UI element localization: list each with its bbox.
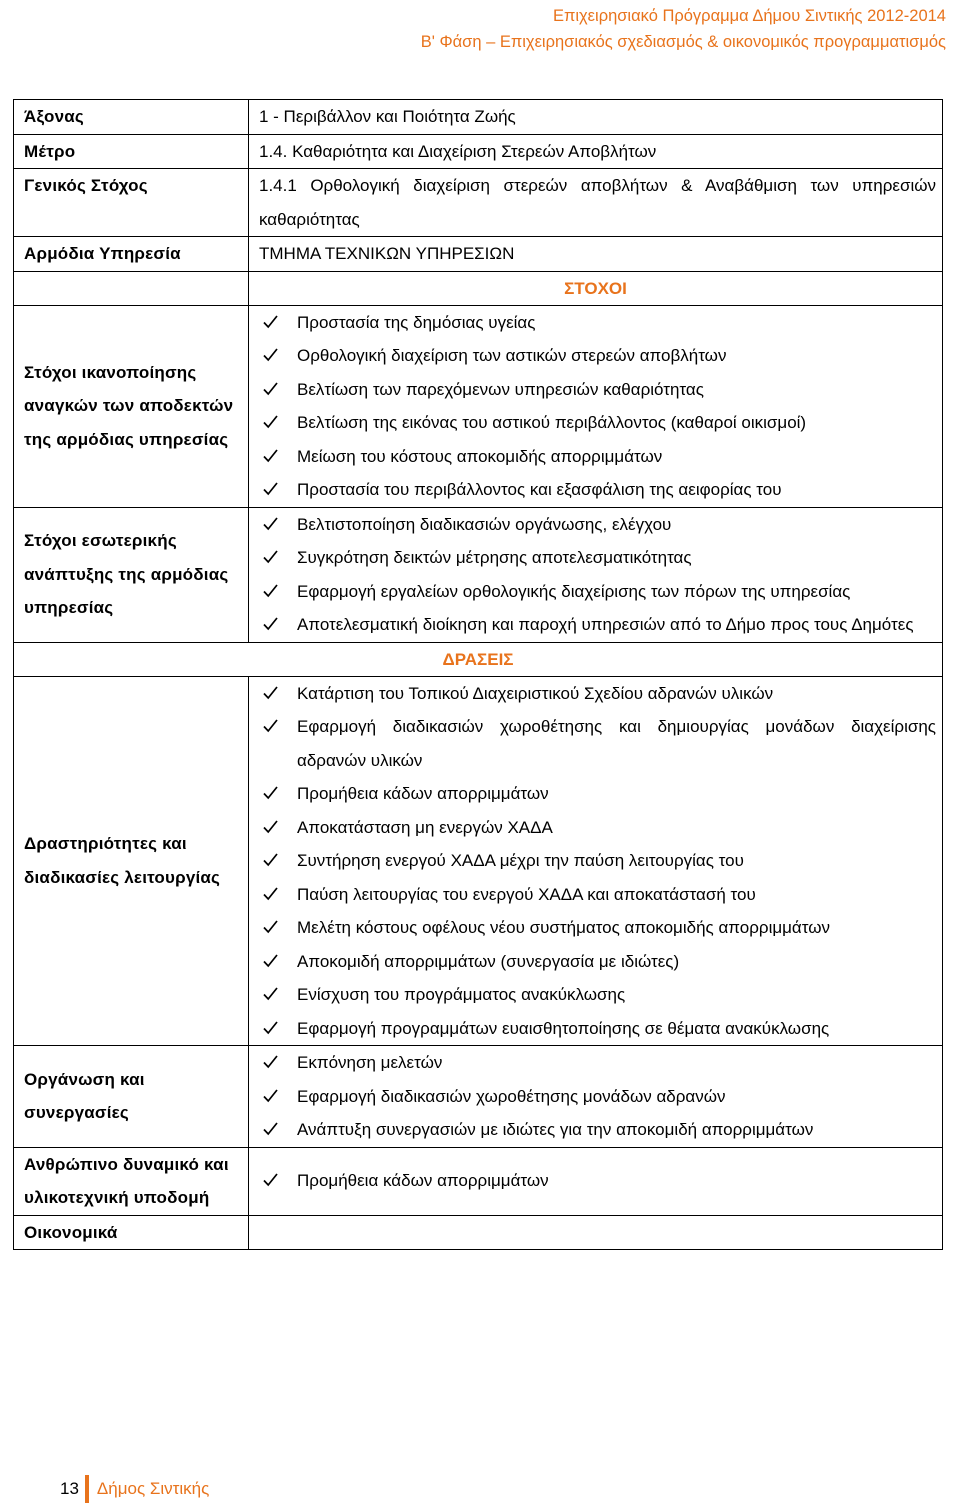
- measure-value: 1.4. Καθαριότητα και Διαχείριση Στερεών Αποβλήτων: [249, 134, 943, 169]
- list-item: [259, 440, 936, 474]
- checkmark-icon: [263, 878, 279, 901]
- checkmark-icon: [263, 608, 279, 631]
- axis-row: [14, 100, 943, 135]
- checkmark-icon: [263, 440, 279, 463]
- list-item: [259, 677, 936, 711]
- list-item-text: Εφαρμογή διαδικασιών χωροθέτησης μονάδων αδρανών: [297, 1086, 726, 1106]
- list-item-text: Προμήθεια κάδων απορριμμάτων: [297, 1171, 549, 1191]
- list-item: [259, 844, 936, 878]
- list-item: [259, 911, 936, 945]
- goals-heading: ΣΤΟΧΟΙ: [249, 271, 943, 305]
- service-label: Αρμόδια Υπηρεσία: [14, 237, 249, 272]
- list-item: [259, 575, 936, 609]
- list-item-text: Προμήθεια κάδων απορριμμάτων: [297, 784, 549, 803]
- header-subtitle: Β' Φάση – Επιχειρησιακός σχεδιασμός & οικονομικός προγραμματισμός: [420, 33, 946, 51]
- checkmark-icon: [263, 1080, 279, 1103]
- hr-label: Ανθρώπινο δυναμικό και υλικοτεχνική υποδομή: [14, 1147, 249, 1215]
- list-item-text: Εφαρμογή εργαλείων ορθολογικής διαχείρισης των πόρων της υπηρεσίας: [297, 581, 851, 601]
- list-item: [259, 1080, 936, 1114]
- list-item-text: Συντήρηση ενεργού ΧΑΔΑ μέχρι την παύση λειτουργίας του: [297, 851, 744, 870]
- list-item-text: Κατάρτιση του Τοπικού Διαχειριστικού Σχεδίου αδρανών υλικών: [297, 683, 774, 703]
- list-item-text: Αποκατάσταση μη ενεργών ΧΑΔΑ: [297, 817, 553, 837]
- internal-goals-row: [14, 507, 943, 642]
- checkmark-icon: [263, 406, 279, 429]
- checkmark-icon: [263, 1164, 279, 1187]
- hr-list: [259, 1164, 936, 1198]
- actions-heading-row: [14, 642, 943, 676]
- list-item: [259, 1164, 936, 1198]
- checkmark-icon: [263, 777, 279, 800]
- list-item: [259, 473, 936, 507]
- checkmark-icon: [263, 844, 279, 867]
- checkmark-icon: [263, 710, 279, 733]
- list-item-text: Ενίσχυση του προγράμματος ανακύκλωσης: [297, 985, 626, 1004]
- satisfaction-goals-label: Στόχοι ικανοποίησης αναγκών των αποδεκτών της αρμόδιας υπηρεσίας: [14, 305, 249, 507]
- list-item-text: Προστασία του περιβάλλοντος και εξασφάλιση της αειφορίας του: [297, 480, 782, 499]
- checkmark-icon: [263, 339, 279, 362]
- cooperation-row: [14, 1046, 943, 1148]
- list-item-text: Εφαρμογή διαδικασιών χωροθέτησης και δημιουργίας μονάδων διαχείρισης αδρανών υλικών: [297, 717, 936, 770]
- list-item: [259, 306, 936, 340]
- axis-label: Άξονας: [14, 100, 249, 135]
- list-item: [259, 373, 936, 407]
- satisfaction-goals-cell: [249, 305, 943, 507]
- list-item-text: Μελέτη κόστους οφέλους νέου συστήματος αποκομιδής απορριμμάτων: [297, 918, 831, 937]
- list-item-text: Αποτελεσματική διοίκηση και παροχή υπηρεσιών από το Δήμο προς τους Δημότες: [297, 615, 914, 634]
- page-footer: [60, 1474, 209, 1504]
- checkmark-icon: [263, 677, 279, 700]
- goal-label: Γενικός Στόχος: [14, 169, 249, 237]
- checkmark-icon: [263, 1046, 279, 1069]
- list-item-text: Προστασία της δημόσιας υγείας: [297, 312, 536, 332]
- list-item: [259, 878, 936, 912]
- checkmark-icon: [263, 945, 279, 968]
- cooperation-list: [259, 1046, 936, 1147]
- list-item-text: Παύση λειτουργίας του ενεργού ΧΑΔΑ και αποκατάστασή του: [297, 884, 756, 904]
- service-row: [14, 237, 943, 272]
- list-item: [259, 406, 936, 440]
- goal-row: [14, 169, 943, 237]
- finance-row: [14, 1215, 943, 1250]
- hr-cell: [249, 1147, 943, 1215]
- actions-heading: ΔΡΑΣΕΙΣ: [14, 642, 943, 676]
- satisfaction-goals-list: [259, 306, 936, 507]
- empty-cell: [14, 271, 249, 305]
- checkmark-icon: [263, 373, 279, 396]
- internal-goals-cell: [249, 507, 943, 642]
- checkmark-icon: [263, 541, 279, 564]
- checkmark-icon: [263, 811, 279, 834]
- goals-heading-row: [14, 271, 943, 305]
- list-item-text: Ανάπτυξη συνεργασιών με ιδιώτες για την αποκομιδή απορριμμάτων: [297, 1120, 814, 1139]
- cooperation-cell: [249, 1046, 943, 1148]
- list-item-text: Αποκομιδή απορριμμάτων (συνεργασία με ιδιώτες): [297, 951, 680, 971]
- internal-goals-list: [259, 508, 936, 642]
- cooperation-label: Οργάνωση και συνεργασίες: [14, 1046, 249, 1148]
- checkmark-icon: [263, 473, 279, 496]
- checkmark-icon: [263, 306, 279, 329]
- activities-label: Δραστηριότητες και διαδικασίες λειτουργίας: [14, 676, 249, 1046]
- checkmark-icon: [263, 1012, 279, 1035]
- list-item-text: Ορθολογική διαχείριση των αστικών στερεών αποβλήτων: [297, 346, 727, 365]
- list-item: [259, 945, 936, 979]
- checkmark-icon: [263, 575, 279, 598]
- footer-municipality: Δήμος Σιντικής: [96, 1479, 210, 1498]
- checkmark-icon: [263, 911, 279, 934]
- service-value: ΤΜΗΜΑ ΤΕΧΝΙΚΩΝ ΥΠΗΡΕΣΙΩΝ: [249, 237, 943, 272]
- finance-cell: [249, 1215, 943, 1250]
- list-item: [259, 1012, 936, 1046]
- page-number: 13: [60, 1479, 79, 1498]
- list-item-text: Βελτιστοποίηση διαδικασιών οργάνωσης, ελέγχου: [297, 514, 672, 534]
- checkmark-icon: [263, 978, 279, 1001]
- list-item: [259, 1046, 936, 1080]
- list-item-text: Μείωση του κόστους αποκομιδής απορριμμάτων: [297, 446, 663, 466]
- internal-goals-label: Στόχοι εσωτερικής ανάπτυξης της αρμόδιας υπηρεσίας: [14, 507, 249, 642]
- plan-table: [13, 99, 943, 1250]
- finance-label: Οικονομικά: [14, 1215, 249, 1250]
- list-item: [259, 541, 936, 575]
- list-item-text: Εκπόνηση μελετών: [297, 1053, 443, 1072]
- satisfaction-goals-row: [14, 305, 943, 507]
- list-item-text: Βελτίωση της εικόνας του αστικού περιβάλλοντος (καθαροί οικισμοί): [297, 413, 807, 432]
- checkmark-icon: [263, 1113, 279, 1136]
- list-item: [259, 1113, 936, 1147]
- activities-cell: [249, 676, 943, 1046]
- checkmark-icon: [263, 508, 279, 531]
- list-item: [259, 508, 936, 542]
- axis-value: 1 - Περιβάλλον και Ποιότητα Ζωής: [249, 100, 943, 135]
- list-item: [259, 608, 936, 642]
- measure-label: Μέτρο: [14, 134, 249, 169]
- list-item: [259, 811, 936, 845]
- goal-value: 1.4.1 Ορθολογική διαχείριση στερεών αποβλήτων & Αναβάθμιση των υπηρεσιών καθαριότητας: [249, 169, 943, 237]
- list-item: [259, 710, 936, 777]
- hr-row: [14, 1147, 943, 1215]
- header-title: Επιχειρησιακό Πρόγραμμα Δήμου Σιντικής 2012-2014: [552, 7, 946, 25]
- list-item-text: Βελτίωση των παρεχόμενων υπηρεσιών καθαριότητας: [297, 379, 704, 399]
- measure-row: [14, 134, 943, 169]
- list-item-text: Εφαρμογή προγραμμάτων ευαισθητοποίησης σε θέματα ανακύκλωσης: [297, 1018, 830, 1038]
- list-item: [259, 339, 936, 373]
- list-item: [259, 777, 936, 811]
- activities-list: [259, 677, 936, 1046]
- activities-row: [14, 676, 943, 1046]
- list-item: [259, 978, 936, 1012]
- list-item-text: Συγκρότηση δεικτών μέτρησης αποτελεσματικότητας: [297, 548, 692, 567]
